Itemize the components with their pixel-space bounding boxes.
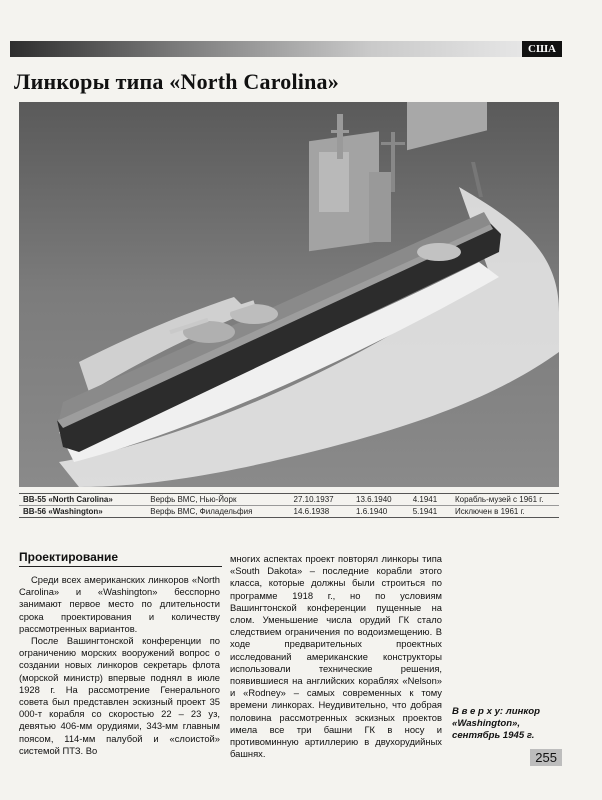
section-banner (10, 41, 562, 57)
fate: Исключен в 1961 г. (451, 506, 559, 518)
fate: Корабль-музей с 1961 г. (455, 495, 544, 504)
photo-caption: В в е р х у: линкор «Washington», сентябрь 1945 г. (452, 706, 540, 741)
ship-name: BB-55 «North Carolina» (23, 495, 113, 504)
table-row (19, 494, 559, 506)
battleship-photo (19, 102, 559, 487)
paragraph: Среди всех американских линкоров «North Carolina» и «Washington» бесспорно занимают первое место по длительности срока проектирования и количеству рассмотренных вариантов. (19, 574, 220, 634)
ship-specs-table (19, 493, 559, 518)
page-number: 255 (530, 749, 562, 766)
builder: Верфь ВМС, Нью-Йорк (150, 495, 237, 504)
section-heading: Проектирование (19, 550, 119, 564)
laid-down: 27.10.1937 (293, 495, 334, 504)
commissioned: 4.1941 (412, 495, 438, 504)
table-row (19, 506, 559, 518)
text-column-2 (230, 553, 442, 760)
page-title: Линкоры типа «North Carolina» (14, 69, 339, 94)
heading-rule (19, 566, 222, 567)
paragraph: многих аспектах проект повторял линкоры типа «South Dakota» – последние корабли этого класса, которые должны были строиться по программе 1918 г., но по условиям Вашингтонской конференции пущенные на слом. Уменьшение числа орудий ГК стало следствием ограничения по водоизмещению. В ходе предварительных проектных исследований американские конструкторы использовали технические решения, появившиеся на английских кораблях «Nelson» и «Rodney» – самых современных к тому времени линкорах. Неудивительно, что добрая половина рассмотренных эскизных проектов имела все три башни ГК в носу и противоминную артиллерию в двухорудийных башнях. (230, 553, 442, 760)
country-label: США (522, 41, 562, 57)
launched: 1.6.1940 (352, 506, 409, 518)
builder: Верфь ВМС, Филадельфия (146, 506, 289, 518)
launched: 13.6.1940 (356, 495, 392, 504)
laid-down: 14.6.1938 (290, 506, 352, 518)
ship-name: BB-56 «Washington» (19, 506, 146, 518)
paragraph: После Вашингтонской конференции по ограничению морских вооружений вопрос о создании новых линкоров секретарь флота (морской министр) впервые поднял в июле 1928 г. На рассмотрение Генерального совета был представлен эскизный проект 35 000-т корабля со скоростью 22 – 23 уз, девятью 406-мм орудиями, 343-мм главным поясом, 114-мм палубой и «слоистой» системой ПТЗ. Во (19, 635, 220, 756)
commissioned: 5.1941 (409, 506, 451, 518)
text-column-1 (19, 574, 220, 757)
